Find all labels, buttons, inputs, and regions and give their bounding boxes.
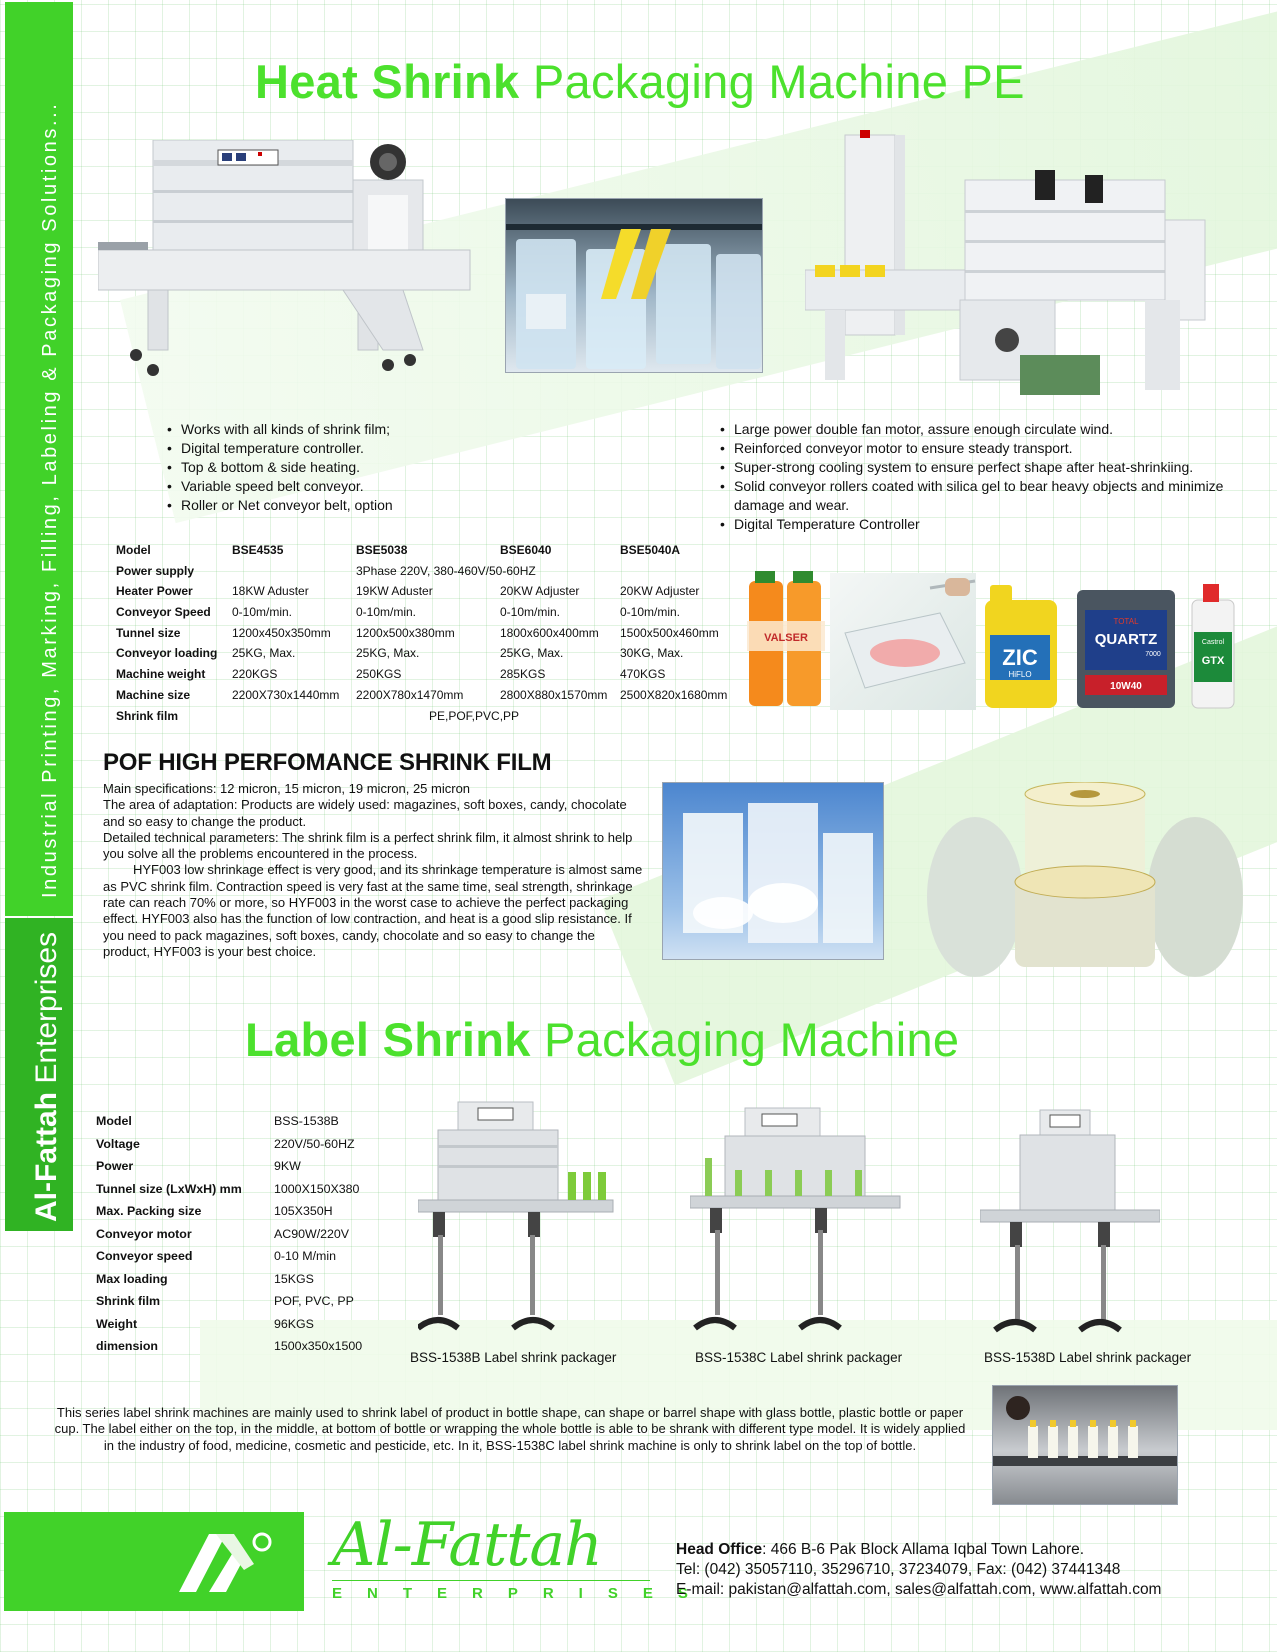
label-machine-d-caption: BSS-1538D Label shrink packager — [984, 1350, 1192, 1365]
table-cell: 0-10m/min. — [620, 605, 681, 620]
spec-value: 1000X150X380 — [274, 1181, 360, 1196]
table-cell: 1800x600x400mm — [500, 625, 599, 640]
heat-shrink-title: Heat Shrink Packaging Machine PE — [255, 55, 1025, 108]
castrol-gtx-label: GTX — [1201, 655, 1225, 667]
table-cell: 470KGS — [620, 667, 666, 682]
castrol-brand-label: Castrol — [1201, 639, 1225, 646]
table-cell: 250KGS — [356, 667, 402, 682]
table-cell: 1200x450x350mm — [232, 625, 331, 640]
table-cell: 0-10m/min. — [500, 605, 561, 620]
footer-brand-name: Al-Fattah — [332, 1510, 602, 1580]
pof-section-title: POF HIGH PERFOMANCE SHRINK FILM — [103, 749, 552, 776]
footer-brand-subtitle: ENTERPRISES — [332, 1585, 713, 1602]
table-row — [116, 688, 756, 709]
table-row-label: Shrink film — [116, 708, 179, 723]
feature-item: • Super-strong cooling system to ensure perfect shape after heat-shrinkiing. — [720, 458, 1250, 477]
table-cell: 2800X880x1570mm — [500, 687, 608, 702]
shrink-machine-photo-right — [805, 130, 1215, 406]
table-cell: 25KG, Max. — [356, 646, 420, 661]
label-shrink-title: Label Shrink Packaging Machine — [245, 1013, 960, 1066]
table-cell: 25KG, Max. — [232, 646, 296, 661]
table-row-label: Machine weight — [116, 667, 206, 682]
table-cell: 30KG, Max. — [620, 646, 684, 661]
spec-label: Conveyor motor — [96, 1226, 192, 1241]
zic-oil-can-photo — [980, 580, 1062, 710]
label-machine-b-photo — [418, 1100, 618, 1340]
feature-item: • Digital temperature controller. — [167, 439, 597, 458]
table-cell: 285KGS — [500, 667, 546, 682]
spec-label: dimension — [96, 1339, 158, 1353]
label-machine-c-caption: BSS-1538C Label shrink packager — [695, 1350, 903, 1365]
factory-line-photo — [992, 1385, 1178, 1505]
table-row — [116, 543, 756, 564]
table-row — [116, 605, 756, 626]
pof-film-rolls-photo — [662, 782, 884, 960]
table-cell: 2200X780x1470mm — [356, 687, 464, 702]
pof-description — [103, 781, 643, 960]
pof-paragraph: The area of adaptation: Products are widely used: magazines, soft boxes, candy, chocolate and so easy to change the product. — [103, 797, 627, 829]
company-logo-icon — [4, 1512, 304, 1611]
sidebar-tagline: Industrial Printing, Marking, Filling, Labeling & Packaging Solutions... — [39, 101, 61, 898]
label-machine-b-caption: BSS-1538B Label shrink packager — [410, 1350, 617, 1365]
feature-item: • Top & bottom & side heating. — [167, 458, 597, 477]
table-row-label: Machine size — [116, 687, 191, 702]
shrink-machine-photo-left — [98, 140, 473, 390]
castrol-bottle-photo — [1188, 582, 1238, 710]
spec-label: Conveyor speed — [96, 1249, 193, 1263]
spec-value: BSS-1538B — [274, 1114, 339, 1128]
sidebar-company-name: Al-Fattah Enterprises — [30, 931, 63, 1222]
label-machine-d-photo — [980, 1105, 1160, 1340]
juice-bottles-photo — [745, 571, 827, 709]
spec-label: Max loading — [96, 1271, 168, 1286]
film-wrapping-photo — [830, 573, 976, 710]
table-cell: 20KW Adjuster — [620, 584, 700, 599]
spec-label: Shrink film — [96, 1294, 161, 1308]
table-row — [116, 646, 756, 667]
spec-label: Tunnel size (LxWxH) mm — [96, 1181, 242, 1196]
table-row — [116, 584, 756, 605]
quartz-label: QUARTZ — [1094, 631, 1158, 648]
feature-item: • Digital Temperature Controller — [720, 515, 1250, 534]
table-cell: 0-10m/min. — [356, 605, 417, 620]
spec-label: Max. Packing size — [96, 1204, 202, 1218]
feature-item: • Works with all kinds of shrink film; — [167, 420, 597, 439]
head-office-line: Head Office: 466 B-6 Pak Block Allama Iqbal Town Lahore. — [676, 1541, 1085, 1558]
table-row-label: Conveyor Speed — [116, 605, 211, 620]
email-line: E-mail: pakistan@alfattah.com, sales@alfattah.com, www.alfattah.com — [676, 1581, 1162, 1598]
table-header-cell: Model — [116, 543, 151, 557]
spec-value: 96KGS — [274, 1316, 314, 1331]
table-cell: 1200x500x380mm — [356, 625, 455, 640]
quartz-brand-label: TOTAL — [1113, 617, 1139, 626]
spec-value: 15KGS — [274, 1271, 314, 1286]
feature-item: • Large power double fan motor, assure enough circulate wind. — [720, 420, 1250, 439]
table-cell: 3Phase 220V, 380-460V/50-60HZ — [356, 563, 536, 578]
spec-value: 220V/50-60HZ — [274, 1136, 355, 1151]
table-row — [116, 709, 756, 730]
feature-item: • Solid conveyor rollers coated with silica gel to bear heavy objects and minimize damage and wear. — [720, 477, 1250, 515]
heat-shrink-spec-table — [116, 543, 756, 729]
juice-brand-label: VALSER — [764, 632, 808, 644]
spec-label: Power — [96, 1159, 134, 1173]
table-cell: 1500x500x460mm — [620, 625, 719, 640]
table-cell: 18KW Aduster — [232, 584, 309, 599]
pof-paragraph: Main specifications: 12 micron, 15 micron, 19 micron, 25 micron — [103, 781, 471, 796]
features-left-list — [167, 420, 597, 515]
table-cell: 20KW Adjuster — [500, 584, 580, 599]
spec-label: Weight — [96, 1316, 138, 1331]
table-header-cell: BSE5040A — [620, 543, 681, 557]
pof-paragraph: HYF003 low shrinkage effect is very good, and its shrinkage temperature is almost same as PVC shrink film. Contraction speed is very fast at the same time, seal strength, shrinkage rate can reach 70% or more, so HYF003 in the worst case to achieve the perfect packaging effect. HYF003 also has the function of low contraction, and heat is a good slip resistance. If you need to pack magazines, soft boxes, candy, chocolate and so easy to change the product, HYF003 is your best choice. — [103, 862, 643, 959]
brand-divider — [332, 1580, 650, 1581]
table-cell: 2200X730x1440mm — [232, 687, 340, 702]
pof-paragraph: Detailed technical parameters: The shrink film is a perfect shrink film, it almost shrink to help you solve all the problems encountered in the process. — [103, 829, 633, 862]
spec-value: AC90W/220V — [274, 1226, 350, 1241]
spec-label: Model — [96, 1114, 132, 1128]
spec-value: 1500x350x1500 — [274, 1339, 363, 1353]
spec-label: Voltage — [96, 1136, 140, 1151]
table-row — [116, 564, 756, 585]
label-machine-c-photo — [690, 1100, 905, 1340]
table-row — [116, 626, 756, 647]
table-cell: 2500X820x1680mm — [620, 687, 728, 702]
feature-item: • Variable speed belt conveyor. — [167, 477, 597, 496]
zic-sub-label: HiFLO — [1008, 670, 1032, 679]
bottle-packs-photo — [505, 198, 763, 373]
zic-label: ZIC — [1002, 645, 1038, 670]
table-cell: 25KG, Max. — [500, 646, 564, 661]
feature-item: • Roller or Net conveyor belt, option — [167, 496, 597, 515]
spec-value: 0-10 M/min — [274, 1249, 336, 1263]
table-row-label: Power supply — [116, 563, 195, 578]
features-right-list — [720, 420, 1250, 534]
table-cell: 220KGS — [232, 667, 278, 682]
table-row — [116, 667, 756, 688]
feature-item: • Reinforced conveyor motor to ensure steady transport. — [720, 439, 1250, 458]
table-header-cell: BSE4535 — [232, 543, 284, 557]
spec-value: 9KW — [274, 1159, 301, 1173]
quartz-oil-can-photo — [1075, 580, 1177, 710]
footer-contact — [676, 1540, 1161, 1600]
table-cell: PE,POF,PVC,PP — [429, 708, 520, 723]
spec-value: 105X350H — [274, 1204, 333, 1218]
footer-logo-panel — [4, 1512, 304, 1611]
spec-value: POF, PVC, PP — [274, 1294, 354, 1308]
table-row-label: Tunnel size — [116, 625, 181, 640]
label-machine-description: This series label shrink machines are mainly used to shrink label of product in bottle shape, can shape or barrel shape with glass bottle, plastic bottle or paper cup. The label either on the top, in the middle, at bottom of bottle or wrapping the whole bottle is able to be shrank with different type model. It is widely applied in the industry of food, medicine, cosmetic and pesticide, etc. In it, BSS-1538C label shrink machine is only to shrink label on the top of bottle. — [54, 1405, 966, 1453]
table-header-cell: BSE6040 — [500, 543, 552, 557]
table-row-label: Conveyor loading — [116, 646, 218, 661]
table-cell: 0-10m/min. — [232, 605, 293, 620]
table-row-label: Heater Power — [116, 584, 193, 599]
quartz-grade-label: 10W40 — [1110, 681, 1142, 692]
table-header-cell: BSE5038 — [356, 543, 408, 557]
quartz-sub-label: 7000 — [1145, 651, 1161, 658]
tel-line: Tel: (042) 35057110, 35296710, 37234079, Fax: (042) 37441348 — [676, 1561, 1121, 1578]
pof-film-rolls-stack-photo — [915, 782, 1250, 982]
table-cell: 19KW Aduster — [356, 584, 433, 599]
